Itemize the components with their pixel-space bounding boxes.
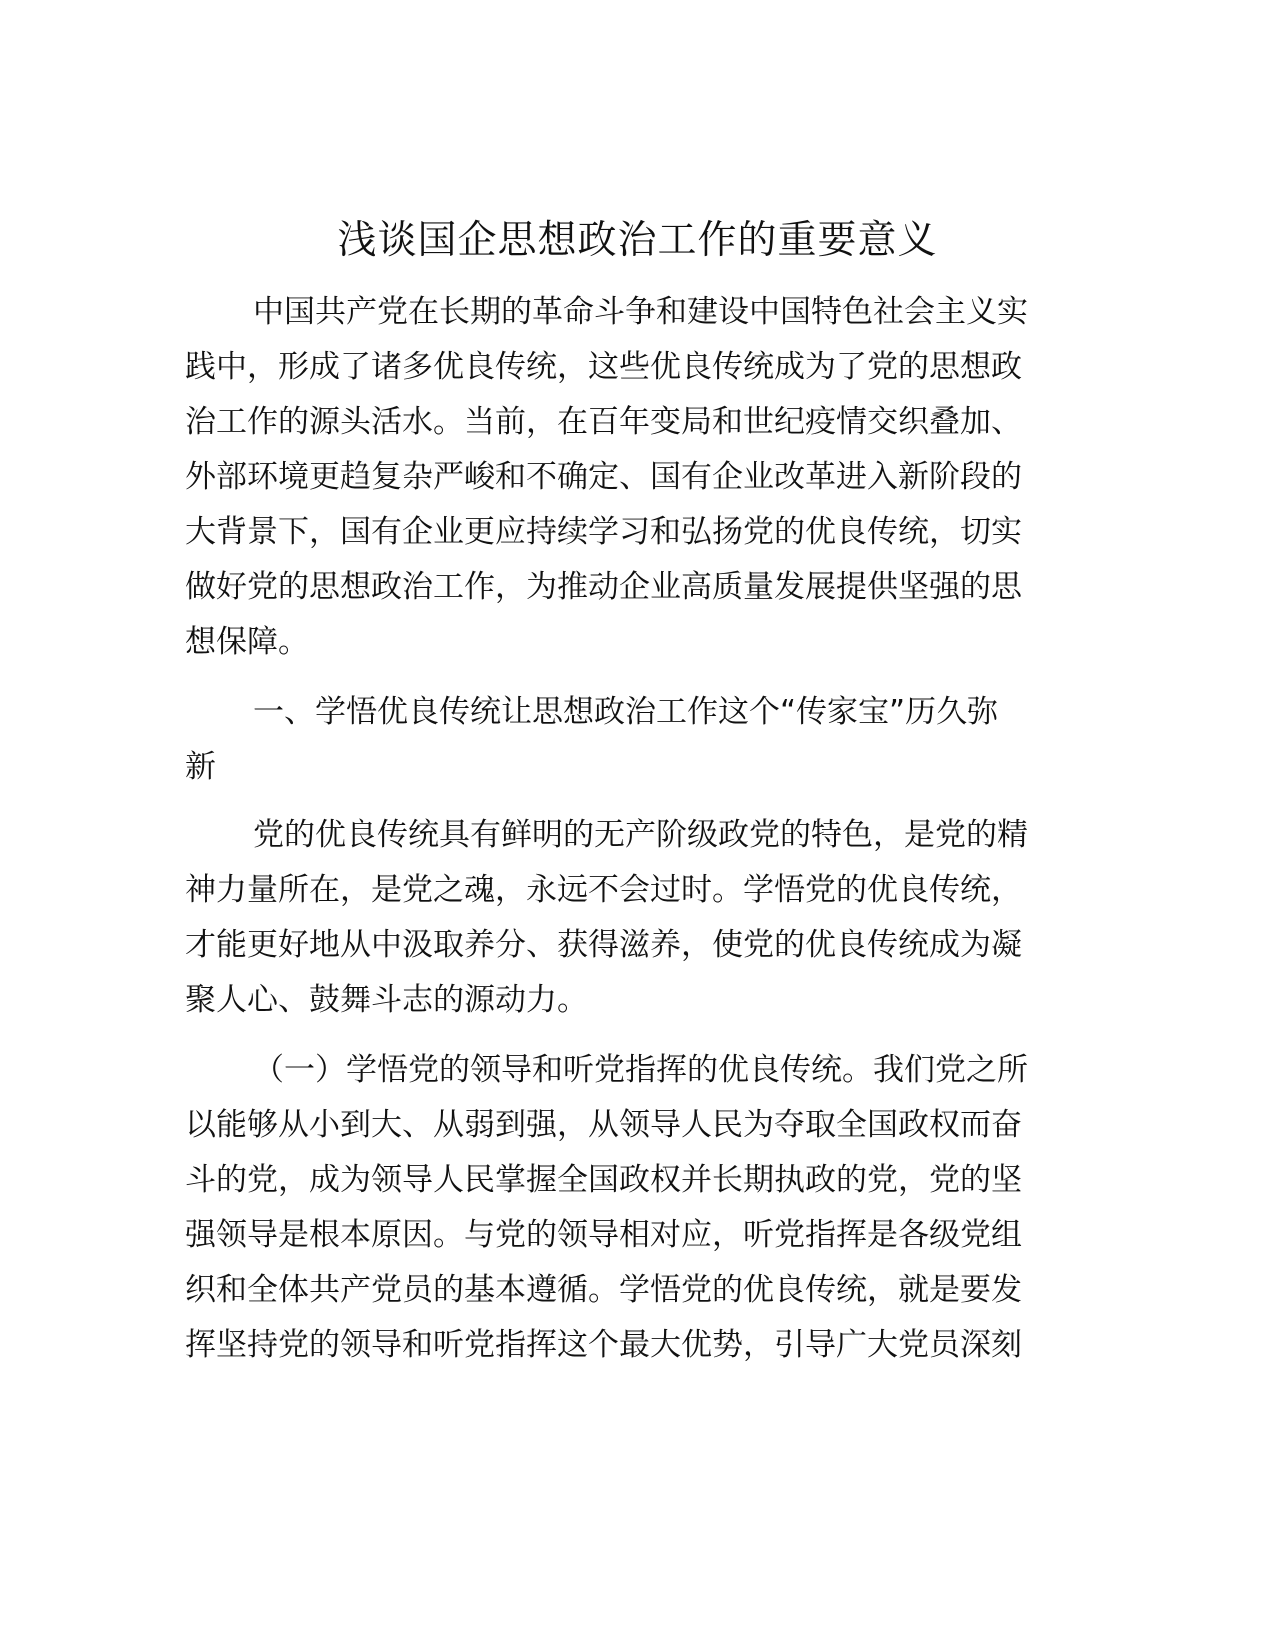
paragraph-line: 挥坚持党的领导和听党指挥这个最大优势，引导广大党员深刻 — [185, 1327, 1022, 1363]
paragraph-line: 治工作的源头活水。当前，在百年变局和世纪疫情交织叠加、 — [185, 404, 1022, 440]
heading-line: 新 — [185, 749, 216, 785]
document-title: 浅谈国企思想政治工作的重要意义 — [337, 218, 938, 263]
paragraph-line: 外部环境更趋复杂严峻和不确定、国有企业改革进入新阶段的 — [185, 459, 1022, 495]
paragraph-line: 才能更好地从中汲取养分、获得滋养，使党的优良传统成为凝 — [185, 927, 1022, 963]
paragraph-line: 聚人心、鼓舞斗志的源动力。 — [185, 982, 588, 1018]
heading-line: 一、学悟优良传统让思想政治工作这个“传家宝”历久弥 — [253, 694, 999, 730]
paragraph-line: 大背景下，国有企业更应持续学习和弘扬党的优良传统，切实 — [185, 514, 1022, 550]
paragraph-line: 党的优良传统具有鲜明的无产阶级政党的特色，是党的精 — [253, 817, 1028, 853]
paragraph-line: 斗的党，成为领导人民掌握全国政权并长期执政的党，党的坚 — [185, 1162, 1022, 1198]
paragraph-line: 强领导是根本原因。与党的领导相对应，听党指挥是各级党组 — [185, 1217, 1022, 1253]
paragraph-line: 做好党的思想政治工作，为推动企业高质量发展提供坚强的思 — [185, 569, 1022, 605]
paragraph-line: 织和全体共产党员的基本遵循。学悟党的优良传统，就是要发 — [185, 1272, 1022, 1308]
paragraph-line: 以能够从小到大、从弱到强，从领导人民为夺取全国政权而奋 — [185, 1107, 1022, 1143]
paragraph-line: 中国共产党在长期的革命斗争和建设中国特色社会主义实 — [253, 294, 1028, 330]
paragraph-line: 践中，形成了诸多优良传统，这些优良传统成为了党的思想政 — [185, 349, 1022, 385]
paragraph-line: 神力量所在，是党之魂，永远不会过时。学悟党的优良传统， — [185, 872, 1022, 908]
paragraph-line: （一）学悟党的领导和听党指挥的优良传统。我们党之所 — [253, 1052, 1028, 1088]
paragraph-line: 想保障。 — [185, 624, 309, 660]
